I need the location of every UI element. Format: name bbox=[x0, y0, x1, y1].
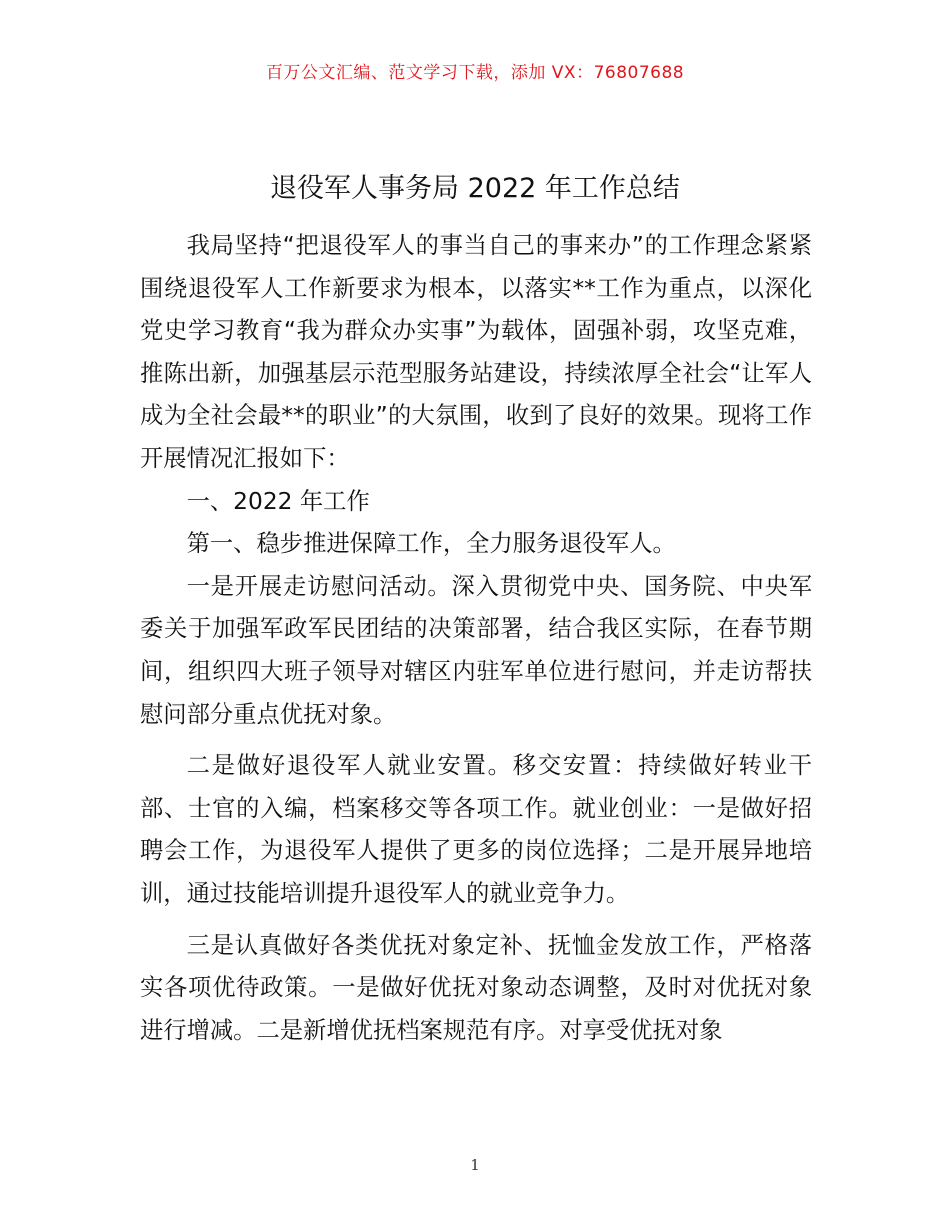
paragraph-pension: 三是认真做好各类优抚对象定补、抚恤金发放工作，严格落实各项优待政策。一是做好优抚对象动态调整，及时对优抚对象进行增减。二是新增优抚档案规范有序。对享受优抚对象 bbox=[140, 931, 812, 1044]
paragraph-intro: 我局坚持“把退役军人的事当自己的事来办”的工作理念紧紧围绕退役军人工作新要求为根本，以落实**工作为重点，以深化党史学习教育“我为群众办实事”为载体，固强补弱，攻坚克难，推陈出新，加强基层示范型服务站建设，持续浓厚全社会“让军人成为全社会最**的职业”的大氛围，收到了良好的效果。现将工作开展情况汇报如下： bbox=[140, 232, 812, 472]
document-title: 退役军人事务局 2022 年工作总结 bbox=[270, 173, 680, 204]
page-number: 1 bbox=[470, 1156, 480, 1174]
section-heading: 一、2022 年工作 bbox=[186, 487, 370, 515]
subsection-heading: 第一、稳步推进保障工作，全力服务退役军人。 bbox=[186, 530, 676, 558]
paragraph-employment: 二是做好退役军人就业安置。移交安置：持续做好转业干部、士官的入编，档案移交等各项工作。就业创业：一是做好招聘会工作，为退役军人提供了更多的岗位选择；二是开展异地培训，通过技能培训提升退役军人的就业竞争力。 bbox=[140, 752, 812, 907]
paragraph-visits: 一是开展走访慰问活动。深入贯彻党中央、国务院、中央军委关于加强军政军民团结的决策部署，结合我区实际，在春节期间，组织四大班子领导对辖区内驻军单位进行慰问，并走访帮扶慰问部分重点优抚对象。 bbox=[140, 572, 812, 728]
header-banner: 百万公文汇编、范文学习下载，添加 VX：76807688 bbox=[265, 63, 685, 83]
document-body bbox=[140, 225, 812, 1052]
